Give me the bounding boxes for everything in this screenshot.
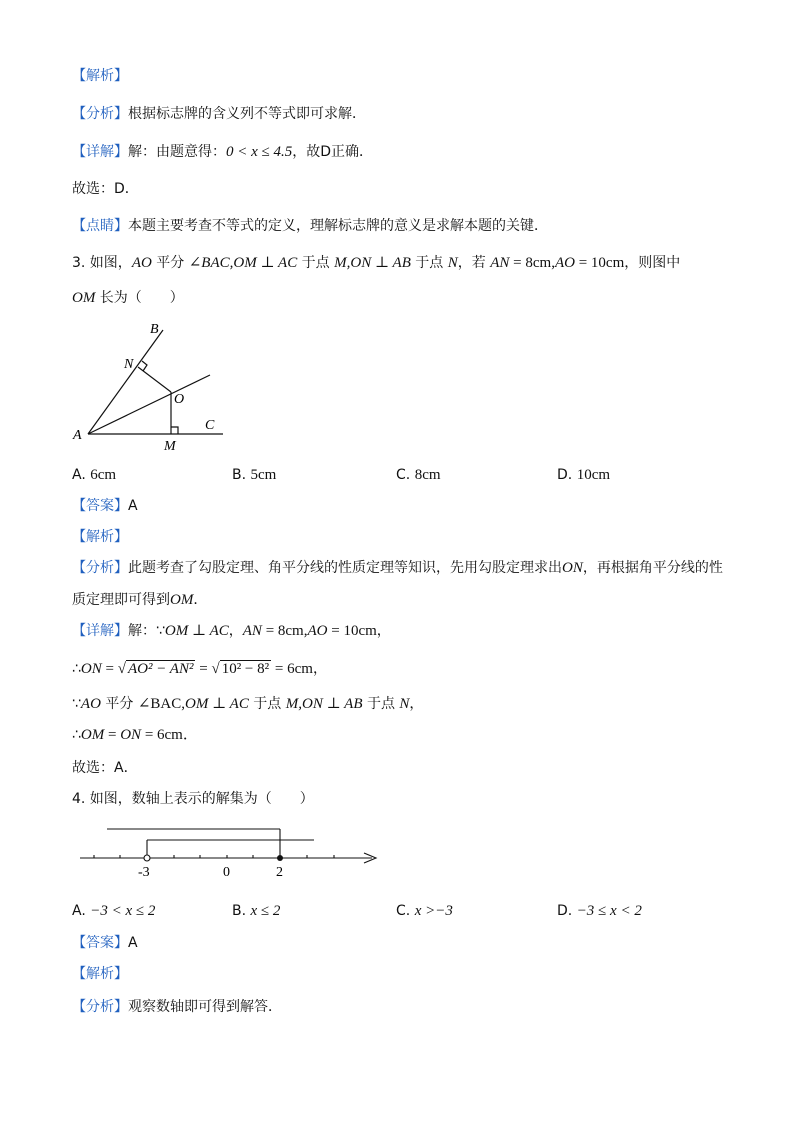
tick-label-2: 2 <box>276 865 283 880</box>
note-line: 【点睛】本题主要考查不等式的定义，理解标志牌的意义是求解本题的关键． <box>72 218 548 234</box>
sqrt-expr-2: 10² − 8² <box>221 661 270 677</box>
jiexi-heading: 【解析】 <box>72 68 128 84</box>
tick-label-0: 0 <box>223 865 230 880</box>
label-b: B <box>150 322 159 337</box>
q3-detail-line1: 【详解】解：∵OM ⊥ AC，AN = 8cm,AO = 10cm， <box>72 623 391 639</box>
q3-detail-line2: ∴ON = √ AO² − AN² = √ 10² − 8² = 6cm， <box>72 661 327 677</box>
ray-ao <box>88 375 210 434</box>
q3-jiexi: 【解析】 <box>72 529 128 545</box>
q3-choice: 故选：A． <box>72 760 138 776</box>
q4-number-line <box>72 818 387 882</box>
choice-line: 故选：D． <box>72 181 139 197</box>
label-o: O <box>174 392 185 407</box>
q3-figure <box>68 318 238 458</box>
open-point-minus3 <box>144 855 150 861</box>
q3-stem-line1: 3. 如图，AO 平分 ∠BAC,OM ⊥ AC 于点 M,ON ⊥ AB 于点 N，若 AN = 8cm,AO = 10cm，则图中 <box>72 255 681 271</box>
q4-option-a: A. −3 < x ≤ 2 <box>72 903 156 919</box>
q4-analysis: 【分析】观察数轴即可得到解答． <box>72 999 282 1015</box>
q4-answer: 【答案】A <box>72 935 138 951</box>
detail-line: 【详解】解：由题意得：0 < x ≤ 4.5，故D正确． <box>72 144 374 160</box>
q3-option-b: B. 5cm <box>232 467 277 483</box>
label-a: A <box>73 428 82 443</box>
q3-detail-line3: ∵AO 平分 ∠BAC,OM ⊥ AC 于点 M,ON ⊥ AB 于点 N， <box>72 696 424 712</box>
label-c: C <box>205 418 215 433</box>
tick-label-minus3: -3 <box>138 865 150 880</box>
q4-option-d: D. −3 ≤ x < 2 <box>557 903 642 919</box>
label-n: N <box>124 357 134 372</box>
q3-analysis-line2: 质定理即可得到OM． <box>72 592 208 608</box>
analysis-line: 【分析】根据标志牌的含义列不等式即可求解． <box>72 106 366 122</box>
q3-option-c: C. 8cm <box>396 467 441 483</box>
q4-jiexi: 【解析】 <box>72 966 128 982</box>
q3-answer: 【答案】A <box>72 498 138 514</box>
q4-option-c: C. x >−3 <box>396 903 453 919</box>
solid-point-2 <box>277 855 283 861</box>
q3-stem-line2: OM 长为（ ） <box>72 290 184 306</box>
q4-option-b: B. x ≤ 2 <box>232 903 281 919</box>
q3-option-d: D. 10cm <box>557 467 611 483</box>
q3-analysis-line1: 【分析】此题考查了勾股定理、角平分线的性质定理等知识，先用勾股定理求出ON，再根据角平分线的性 <box>72 560 723 576</box>
sqrt-expr-1: AO² − AN² <box>127 661 194 677</box>
ray-ab <box>88 330 163 434</box>
right-angle-n <box>142 361 147 371</box>
label-m: M <box>164 439 176 454</box>
q3-option-a: A. 6cm <box>72 467 117 483</box>
q4-stem: 4. 如图，数轴上表示的解集为（ ） <box>72 791 314 807</box>
q3-detail-line4: ∴OM = ON = 6cm． <box>72 727 198 743</box>
right-angle-m <box>171 427 178 434</box>
